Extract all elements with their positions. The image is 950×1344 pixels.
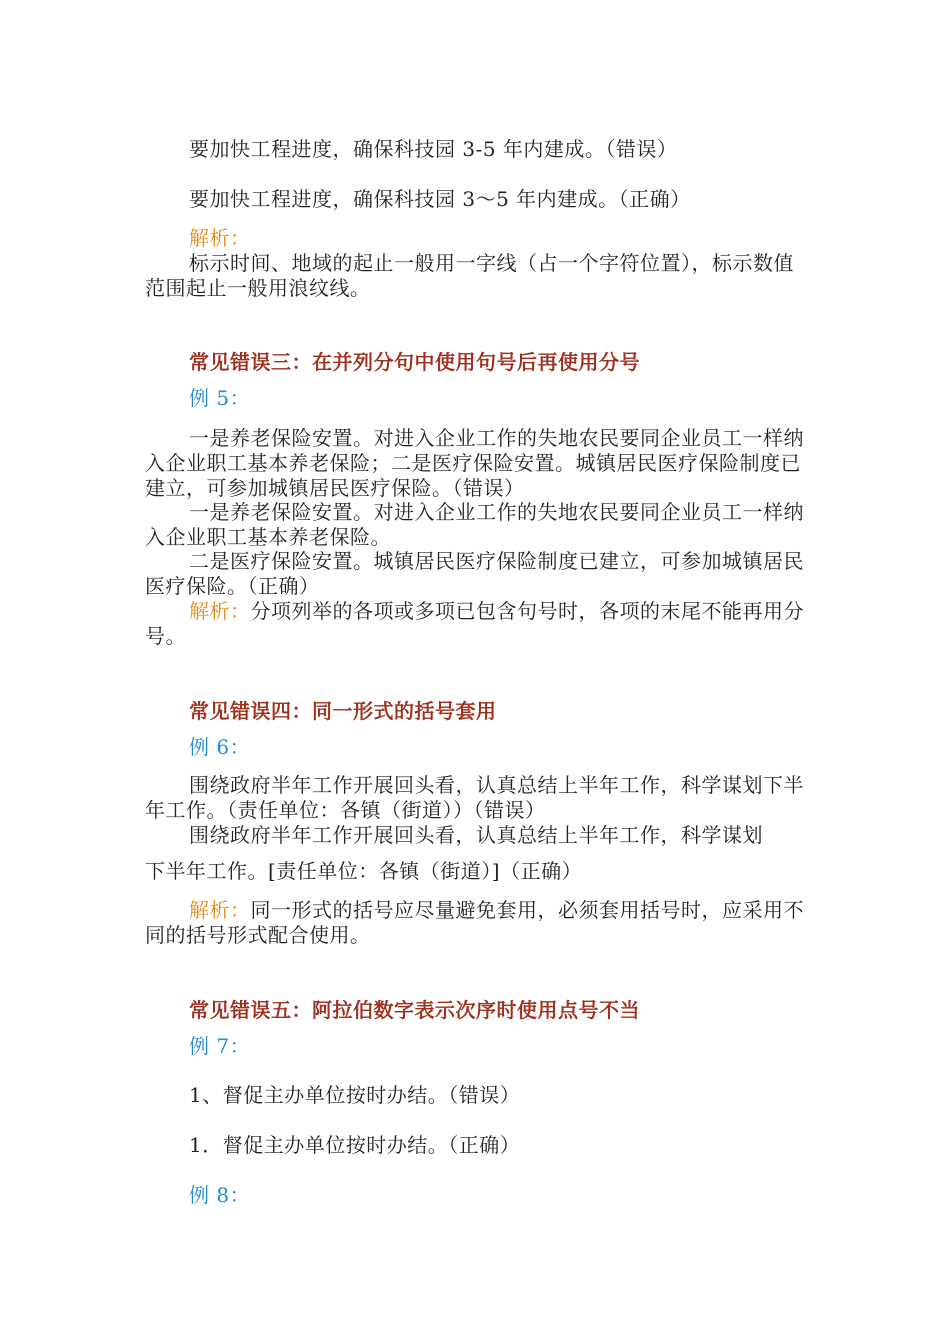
example-wrong-line: 要加快工程进度，确保科技园 3-5 年内建成。（错误） [189,137,678,161]
analysis-label: 解析： [189,226,251,250]
example-7-label: 例 7： [189,1034,251,1058]
analysis-label: 解析： [189,599,251,623]
example-6-correct-line2: 下半年工作。[责任单位：各镇（街道）]（正确） [145,859,583,883]
analysis-text: 标示时间、地域的起止一般用一字线（占一个字符位置），标示数值范围起止一般用浪纹线。 [145,251,794,300]
analysis-paragraph-4 [145,898,809,948]
analysis-label: 解析： [189,898,251,922]
example-5-wrong: 一是养老保险安置。对进入企业工作的失地农民要同企业员工一样纳入企业职工基本养老保险；二是医疗保险安置。城镇居民医疗保险制度已建立，可参加城镇居民医疗保险。（错误） [145,426,804,500]
example-5-correct-part2: 二是医疗保险安置。城镇居民医疗保险制度已建立，可参加城镇居民医疗保险。（正确） [145,549,804,598]
example-7-correct: 1．督促主办单位按时办结。（正确） [189,1133,521,1157]
example-7-wrong: 1、督促主办单位按时办结。（错误） [189,1083,521,1107]
analysis-paragraph-3 [145,599,809,649]
example-5-label: 例 5： [189,386,251,410]
section-heading-4: 常见错误四：同一形式的括号套用 [189,699,497,723]
example-8-label: 例 8： [189,1183,251,1207]
example-6-wrong: 围绕政府半年工作开展回头看，认真总结上半年工作，科学谋划下半年工作。（责任单位：各镇（街道））（错误） [145,773,804,822]
analysis-text: 同一形式的括号应尽量避免套用，必须套用括号时，应采用不同的括号形式配合使用。 [145,898,804,947]
example-5-correct-part1: 一是养老保险安置。对进入企业工作的失地农民要同企业员工一样纳入企业职工基本养老保险。 [145,500,804,549]
section-heading-5: 常见错误五：阿拉伯数字表示次序时使用点号不当 [189,998,640,1022]
example-6-label: 例 6： [189,735,251,759]
analysis-text: 分项列举的各项或多项已包含句号时，各项的末尾不能再用分号。 [145,599,804,648]
section-heading-3: 常见错误三：在并列分句中使用句号后再使用分号 [189,350,640,374]
example-6-correct-line1: 围绕政府半年工作开展回头看，认真总结上半年工作，科学谋划 [189,823,763,847]
example-correct-line: 要加快工程进度，确保科技园 3～5 年内建成。（正确） [189,187,691,211]
